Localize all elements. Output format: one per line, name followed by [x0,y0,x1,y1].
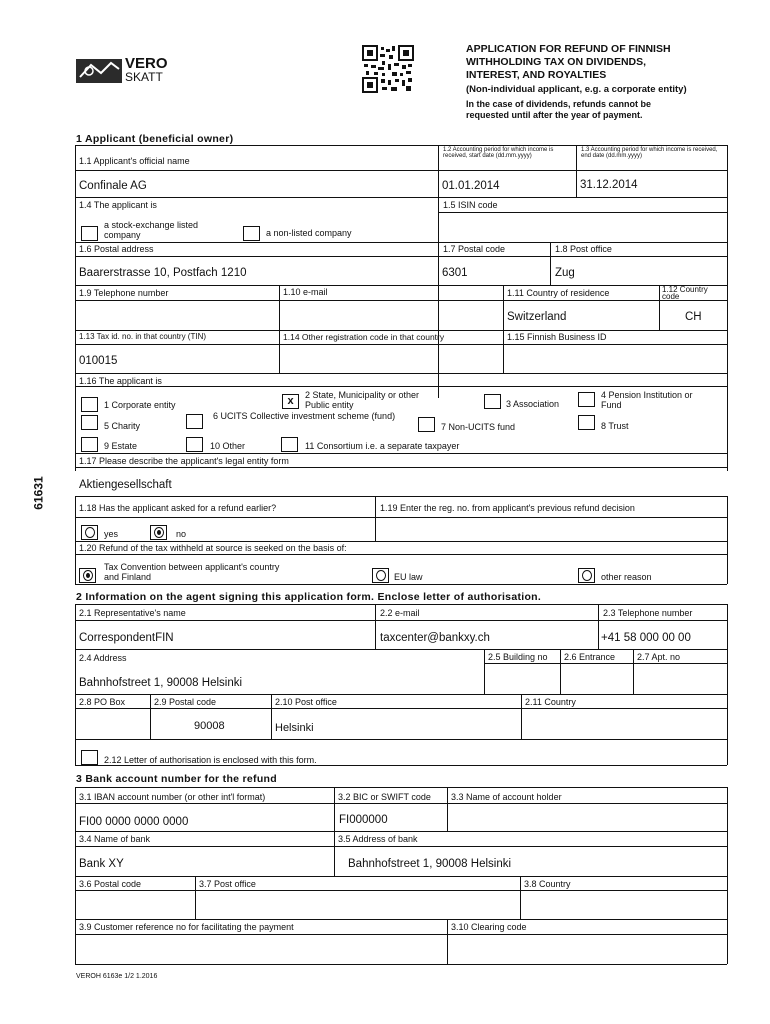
label-2-7: 2.7 Apt. no [637,652,681,662]
label-2-6: 2.6 Entrance [564,652,616,662]
value-applicant-name[interactable]: Confinale AG [79,180,147,192]
label-1-19: 1.19 Enter the reg. no. from applicant's previous refund decision [380,503,635,513]
basis-tax-convention-label: Tax Convention between applicant's country and Finland [104,562,280,582]
form-side-number: 61631 [31,476,46,510]
value-representative-email[interactable]: taxcenter@bankxy.ch [380,632,490,644]
label-1-4: 1.4 The applicant is [79,200,157,210]
value-country-residence[interactable]: Switzerland [507,311,567,323]
label-1-17: 1.17 Please describe the applicant's legal entity form [79,456,289,466]
value-postal-address[interactable]: Baarerstrasse 10, Postfach 1210 [79,267,247,279]
checkbox-type-2[interactable]: x [282,394,299,409]
label-1-8: 1.8 Post office [555,244,612,254]
type-11-label: 11 Consortium i.e. a separate taxpayer [305,441,460,451]
type-3-label: 3 Association [506,399,560,409]
label-2-1: 2.1 Representative's name [79,608,186,618]
value-representative-post-office[interactable]: Helsinki [275,722,314,734]
radio-basis-other[interactable] [578,568,595,583]
label-1-20: 1.20 Refund of the tax withheld at source is seeked on the basis of: [79,543,347,553]
value-bic[interactable]: FI000000 [339,814,388,826]
title-subtitle: (Non-individual applicant, e.g. a corporate entity) [466,84,687,95]
label-1-9: 1.9 Telephone number [79,288,169,298]
label-1-16: 1.16 The applicant is [79,376,162,386]
label-1-18: 1.18 Has the applicant asked for a refund earlier? [79,503,277,513]
label-1-1: 1.1 Applicant's official name [79,156,190,166]
checkbox-type-6[interactable] [186,414,203,429]
value-representative-address[interactable]: Bahnhofstreet 1, 90008 Helsinki [79,677,243,689]
label-2-2: 2.2 e-mail [380,608,420,618]
qr-code [362,45,414,93]
label-2-5: 2.5 Building no [488,652,548,662]
label-3-10: 3.10 Clearing code [451,922,527,932]
label-1-13: 1.13 Tax id. no. in that country (TIN) [79,332,207,341]
value-post-office[interactable]: Zug [555,267,575,279]
option-non-listed-company: a non-listed company [266,228,352,238]
label-3-9: 3.9 Customer reference no for facilitating the payment [79,922,294,932]
label-3-1: 3.1 IBAN account number (or other int'l format) [79,792,266,802]
label-1-11: 1.11 Country of residence [507,288,610,298]
form-title [466,43,671,82]
value-bank-address[interactable]: Bahnhofstreet 1, 90008 Helsinki [348,858,512,870]
section-3-heading: 3 Bank account number for the refund [76,773,277,785]
no-label: no [176,529,187,539]
label-3-7: 3.7 Post office [199,879,256,889]
value-representative-postal-code[interactable]: 90008 [194,720,225,732]
logo-text-skatt: SKATT [125,70,163,84]
radio-basis-eu-law[interactable] [372,568,389,583]
vero-logo [75,57,175,85]
type-7-label: 7 Non-UCITS fund [441,422,516,432]
value-legal-form[interactable]: Aktiengesellschaft [79,479,172,491]
label-1-14: 1.14 Other registration code in that country [283,332,445,342]
checkbox-type-1[interactable] [81,397,98,412]
label-2-3: 2.3 Telephone number [603,608,693,618]
label-3-2: 3.2 BIC or SWIFT code [338,792,431,802]
type-5-label: 5 Charity [104,421,141,431]
note-line-1: In the case of dividends, refunds cannot be [466,99,652,109]
checkbox-type-11[interactable] [281,437,298,452]
label-3-8: 3.8 Country [524,879,571,889]
title-line-1: APPLICATION FOR REFUND OF FINNISH [466,43,671,55]
checkbox-listed-company[interactable] [81,226,98,241]
footer-form-code: VEROH 6163e 1/2 1.2016 [76,973,158,980]
label-2-11: 2.11 Country [525,697,576,707]
value-bank-name[interactable]: Bank XY [79,858,124,870]
checkbox-type-8[interactable] [578,415,595,430]
checkbox-letter-of-authorisation[interactable] [81,750,98,765]
basis-other-label: other reason [601,572,652,582]
label-2-9: 2.9 Postal code [154,697,217,707]
value-country-code[interactable]: CH [685,311,702,323]
checkbox-type-4[interactable] [578,392,595,407]
checkbox-type-10[interactable] [186,437,203,452]
checkbox-type-9[interactable] [81,437,98,452]
label-1-6: 1.6 Postal address [79,244,154,254]
label-2-4: 2.4 Address [79,653,127,663]
label-1-10: 1.10 e-mail [283,287,328,297]
label-1-12: 1.12 Country code [662,285,708,301]
radio-refund-earlier-no[interactable] [150,525,167,540]
label-2-12: 2.12 Letter of authorisation is enclosed with this form. [104,755,317,765]
type-10-label: 10 Other [210,441,246,451]
section-1-heading: 1 Applicant (beneficial owner) [76,133,234,145]
label-1-5: 1.5 ISIN code [443,200,498,210]
label-1-2: 1.2 Accounting period for which income is received, start date (dd.mm.yyyy) [443,147,554,159]
value-tin[interactable]: 010015 [79,355,118,367]
value-postal-code[interactable]: 6301 [442,267,468,279]
note-line-2: requested until after the year of payment. [466,110,643,120]
checkbox-type-3[interactable] [484,394,501,409]
value-period-end[interactable]: 31.12.2014 [580,179,638,191]
label-2-10: 2.10 Post office [275,697,337,707]
type-2-label: 2 State, Municipality or other Public entity [305,390,420,410]
value-representative-name[interactable]: CorrespondentFIN [79,632,174,644]
title-line-2: WITHHOLDING TAX ON DIVIDENDS, [466,56,647,68]
option-listed-company: a stock-exchange listed company [104,220,199,240]
label-2-8: 2.8 PO Box [79,697,126,707]
title-line-3: INTEREST, AND ROYALTIES [466,69,607,81]
value-iban[interactable]: FI00 0000 0000 0000 [79,816,189,828]
type-4-label: 4 Pension Institution or Fund [601,390,693,410]
label-1-15: 1.15 Finnish Business ID [507,332,607,342]
value-period-start[interactable]: 01.01.2014 [442,180,500,192]
checkbox-type-5[interactable] [81,415,98,430]
radio-basis-tax-convention[interactable] [79,568,96,583]
basis-eu-law-label: EU law [394,572,423,582]
type-6-label: 6 UCITS Collective investment scheme (fund) [213,411,396,421]
radio-refund-earlier-yes[interactable] [81,525,98,540]
label-1-3: 1.3 Accounting period for which income is received, end date (dd.mm.yyyy) [581,147,718,159]
type-1-label: 1 Corporate entity [104,400,176,410]
label-1-7: 1.7 Postal code [443,244,506,254]
checkbox-non-listed-company[interactable] [243,226,260,241]
yes-label: yes [104,529,119,539]
label-3-3: 3.3 Name of account holder [451,792,562,802]
label-3-5: 3.5 Address of bank [338,834,418,844]
type-8-label: 8 Trust [601,421,629,431]
logo-emblem-icon [75,57,123,85]
section-2-heading: 2 Information on the agent signing this application form. Enclose letter of authorisation. [76,591,542,603]
label-3-6: 3.6 Postal code [79,879,142,889]
logo-text-vero: VERO [125,55,168,72]
type-9-label: 9 Estate [104,441,138,451]
value-representative-phone[interactable]: +41 58 000 00 00 [601,632,691,644]
checkbox-type-7[interactable] [418,417,435,432]
label-3-4: 3.4 Name of bank [79,834,151,844]
